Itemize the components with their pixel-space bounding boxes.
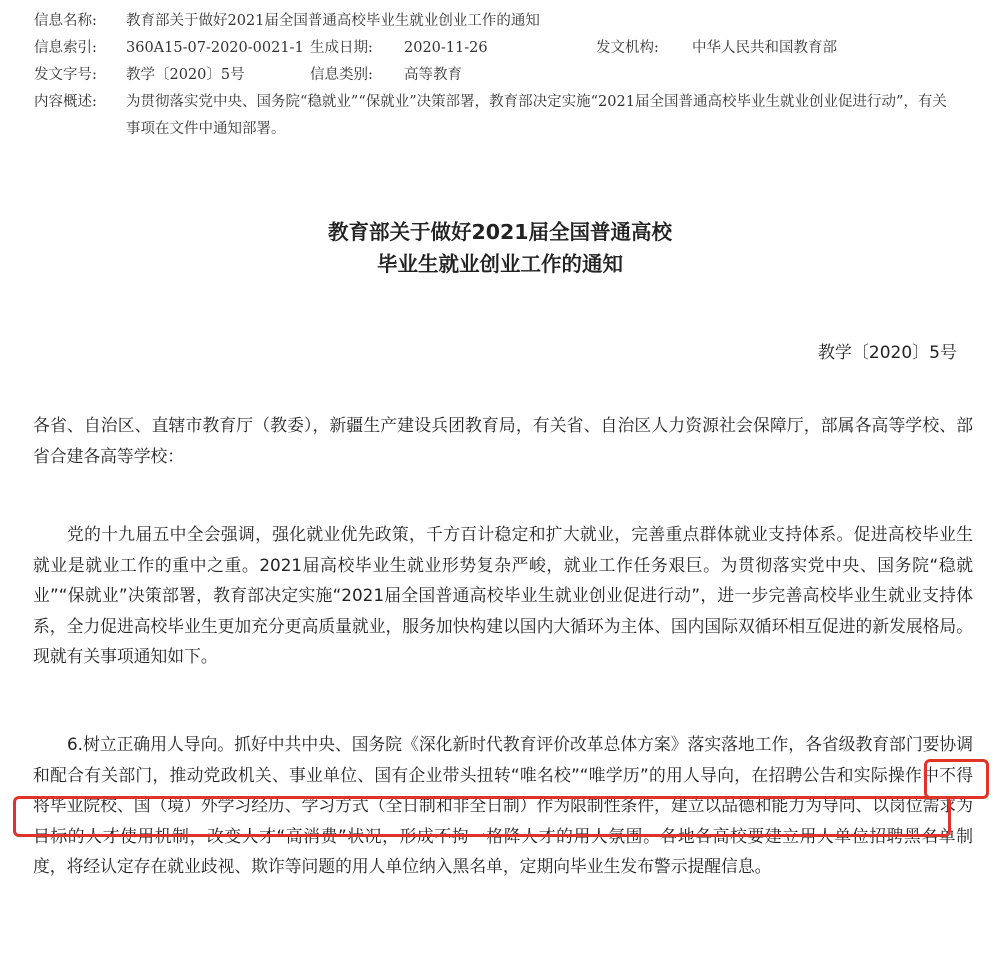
gen-date-label: 生成日期: bbox=[310, 40, 373, 56]
doc-no-label: 发文字号: bbox=[34, 67, 97, 83]
category-value: 高等教育 bbox=[404, 67, 462, 83]
summary-label: 内容概述: bbox=[34, 94, 97, 110]
document-metadata bbox=[34, 8, 974, 143]
title-line-1: 教育部关于做好2021届全国普通高校 bbox=[327, 220, 673, 244]
item-6-text-before: 6.树立正确用人导向。抓好中共中央、国务院《深化新时代教育评价改革总体方案》落实落地工作，各省级教育部门要协调和配合有关部门，推动党政机关、事业单位、国有企业带头扭转“唯名校”“唯学历”的用人导向， bbox=[33, 734, 973, 785]
gen-date-value: 2020-11-26 bbox=[404, 40, 488, 56]
item-6-paragraph bbox=[33, 729, 973, 882]
summary-value: 为贯彻落实党中央、国务院“稳就业”“保就业”决策部署，教育部决定实施“2021届全国普通高校毕业生就业创业促进行动”，有关事项在文件中通知部署。 bbox=[126, 94, 947, 137]
document-number: 教学〔2020〕5号 bbox=[817, 343, 957, 363]
intro-paragraph: 党的十九届五中全会强调，强化就业优先政策，千方百计稳定和扩大就业，完善重点群体就业支持体系。促进高校毕业生就业是就业工作的重中之重。2021届高校毕业生就业形势复杂严峻，就业工作任务艰巨。为贯彻落实党中央、国务院“稳就业”“保就业”决策部署，教育部决定实施“2021届全国普通高校毕业生就业创业促进行动”，进一步完善高校毕业生就业支持体系，全力促进高校毕业生更加充分更高质量就业，服务加快构建以国内大循环为主体、国内国际双循环相互促进的新发展格局。现就有关事项通知如下。 bbox=[33, 524, 973, 667]
meta-row-index bbox=[34, 35, 974, 62]
meta-row-name bbox=[34, 8, 974, 35]
item-6-highlighted-text: 在招聘公告和实际操作中不得将毕业院校、国（境）外学习经历、学习方式（全日制和非全日制）作为限制性条件， bbox=[33, 764, 973, 816]
addressee-paragraph: 各省、自治区、直辖市教育厅（教委），新疆生产建设兵团教育局，有关省、自治区人力资源社会保障厅，部属各高等学校、部省合建各高等学校： bbox=[33, 415, 973, 466]
item-6-text-after: 建立以品德和能力为导向、以岗位需求为目标的人才使用机制，改变人才“高消费”状况，形成不拘一格降人才的用人氛围。各地各高校要建立用人单位招聘黑名单制度，将经认定存在就业歧视、欺诈等问题的用人单位纳入黑名单，定期向毕业生发布警示提醒信息。 bbox=[33, 795, 973, 877]
category-label: 信息类别: bbox=[310, 67, 373, 83]
title-line-2: 毕业生就业创业工作的通知 bbox=[377, 252, 623, 276]
issuer-label: 发文机构: bbox=[596, 40, 659, 56]
info-name-value: 教育部关于做好2021届全国普通高校毕业生就业创业工作的通知 bbox=[126, 13, 540, 29]
meta-row-docno bbox=[34, 62, 974, 89]
index-label: 信息索引: bbox=[34, 40, 97, 56]
issuer-value: 中华人民共和国教育部 bbox=[692, 40, 837, 56]
doc-no-value: 教学〔2020〕5号 bbox=[126, 67, 245, 83]
meta-row-summary bbox=[34, 89, 974, 143]
document-title bbox=[0, 216, 1000, 280]
info-name-label: 信息名称: bbox=[34, 13, 97, 29]
index-value: 360A15-07-2020-0021-1 bbox=[126, 40, 304, 56]
